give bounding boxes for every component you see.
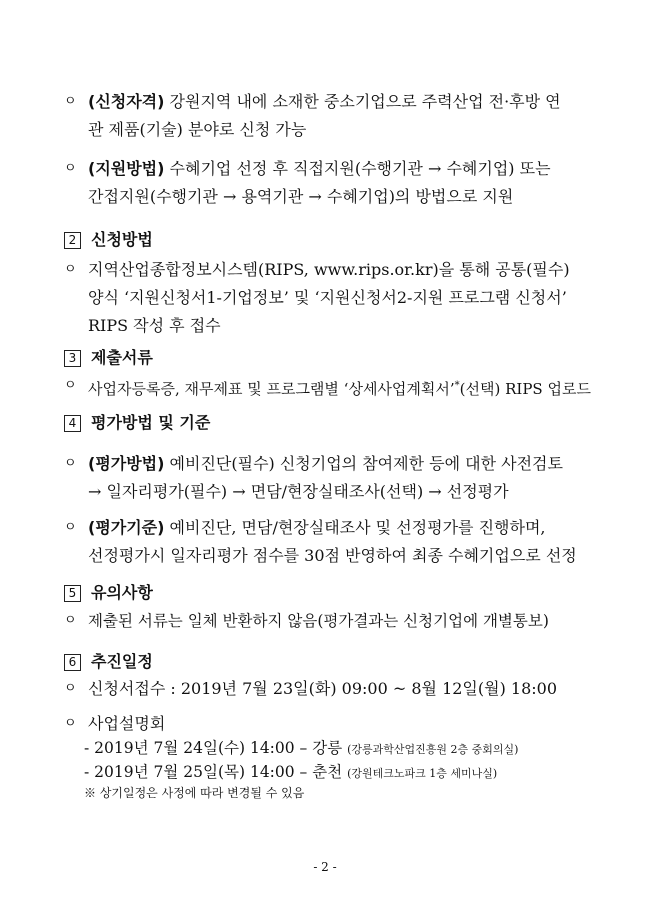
bullet-icon: ㅇ [64,94,77,109]
application-item [64,256,594,340]
schedule-note: ※ 상기일정은 사정에 따라 변경될 수 있음 [84,786,305,800]
application-text-3: RIPS 작성 후 접수 [88,316,221,335]
documents-text: 사업자등록증, 재무제표 및 프로그램별 ‘상세사업계획서’ [88,380,455,398]
section-title: 제출서류 [91,348,153,367]
application-text-2: 양식 ‘지원신청서1-기업정보’ 및 ‘지원신청서2-지원 프로그램 신청서’ [88,288,567,307]
bullet-icon: ㅇ [64,378,77,393]
section-title: 평가방법 및 기준 [91,413,211,432]
section-title: 추진일정 [91,652,153,671]
evaluation-method-text-2: → 일자리평가(필수) → 면담/현장실태조사(선택) → 선정평가 [88,482,509,501]
briefing-title: 사업설명회 [88,714,166,733]
eligibility-text-1: 강원지역 내에 소재한 중소기업으로 주력산업 전·후방 연 [169,92,561,111]
bullet-icon: ㅇ [64,262,77,277]
bullet-icon: ㅇ [64,681,77,696]
evaluation-method-text-1: 예비진단(필수) 신청기업의 참여제한 등에 대한 사전검토 [169,454,563,473]
briefing-item [64,710,594,738]
eligibility-text-2: 관 제품(기술) 분야로 신청 가능 [88,120,307,139]
bullet-icon: ㅇ [64,520,77,535]
session-date: - 2019년 7월 25일(목) 14:00 – 춘천 [84,763,343,781]
section-heading-evaluation [64,413,210,433]
evaluation-method-item [64,450,594,506]
bullet-icon: ㅇ [64,716,77,731]
section-title: 신청방법 [91,230,153,249]
documents-asterisk: * [454,380,460,391]
support-method-text-2: 간접지원(수행기관 → 용역기관 → 수혜기업)의 방법으로 지원 [88,187,514,206]
section-title: 유의사항 [91,583,153,602]
bullet-icon: ㅇ [64,456,77,471]
reception-text: 신청서접수 : 2019년 7월 23일(화) 09:00 ~ 8월 12일(월) 18:00 [88,679,558,698]
section-number-box: 5 [64,585,81,602]
section-number-box: 4 [64,415,81,432]
session-date: - 2019년 7월 24일(수) 14:00 – 강릉 [84,739,343,757]
section-heading-documents [64,348,153,368]
support-method-label: (지원방법) [88,159,165,178]
bullet-icon: ㅇ [64,613,77,628]
section-heading-notice [64,583,153,603]
documents-text-2: (선택) RIPS 업로드 [459,380,591,398]
section-heading-application [64,230,153,250]
section-number-box: 3 [64,350,81,367]
section-heading-schedule [64,652,153,672]
support-method-text-1: 수혜기업 선정 후 직접지원(수행기관 → 수혜기업) 또는 [169,159,551,178]
notice-item [64,607,594,635]
evaluation-criteria-label: (평가기준) [88,518,165,537]
session-place: (강원테크노파크 1층 세미나실) [347,767,498,780]
notice-text: 제출된 서류는 일체 반환하지 않음(평가결과는 신청기업에 개별통보) [88,612,549,630]
briefing-session-chuncheon [84,760,497,784]
evaluation-criteria-text-1: 예비진단, 면담/현장실태조사 및 선정평가를 진행하며, [169,518,546,537]
briefing-session-gangneung [84,736,518,760]
bullet-icon: ㅇ [64,161,77,176]
evaluation-criteria-item [64,514,594,570]
reception-item [64,675,594,703]
documents-item [64,372,594,400]
evaluation-method-label: (평가방법) [88,454,165,473]
section-number-box: 2 [64,232,81,249]
eligibility-label: (신청자격) [88,92,165,111]
support-method-item [64,155,594,211]
section-number-box: 6 [64,654,81,671]
page-number: - 2 - [313,860,337,874]
application-text-1: 지역산업종합정보시스템(RIPS, www.rips.or.kr)을 통해 공통(필수) [88,260,570,279]
eligibility-item [64,88,594,144]
evaluation-criteria-text-2: 선정평가시 일자리평가 점수를 30점 반영하여 최종 수혜기업으로 선정 [88,546,577,565]
session-place: (강릉과학산업진흥원 2층 중회의실) [347,743,519,756]
